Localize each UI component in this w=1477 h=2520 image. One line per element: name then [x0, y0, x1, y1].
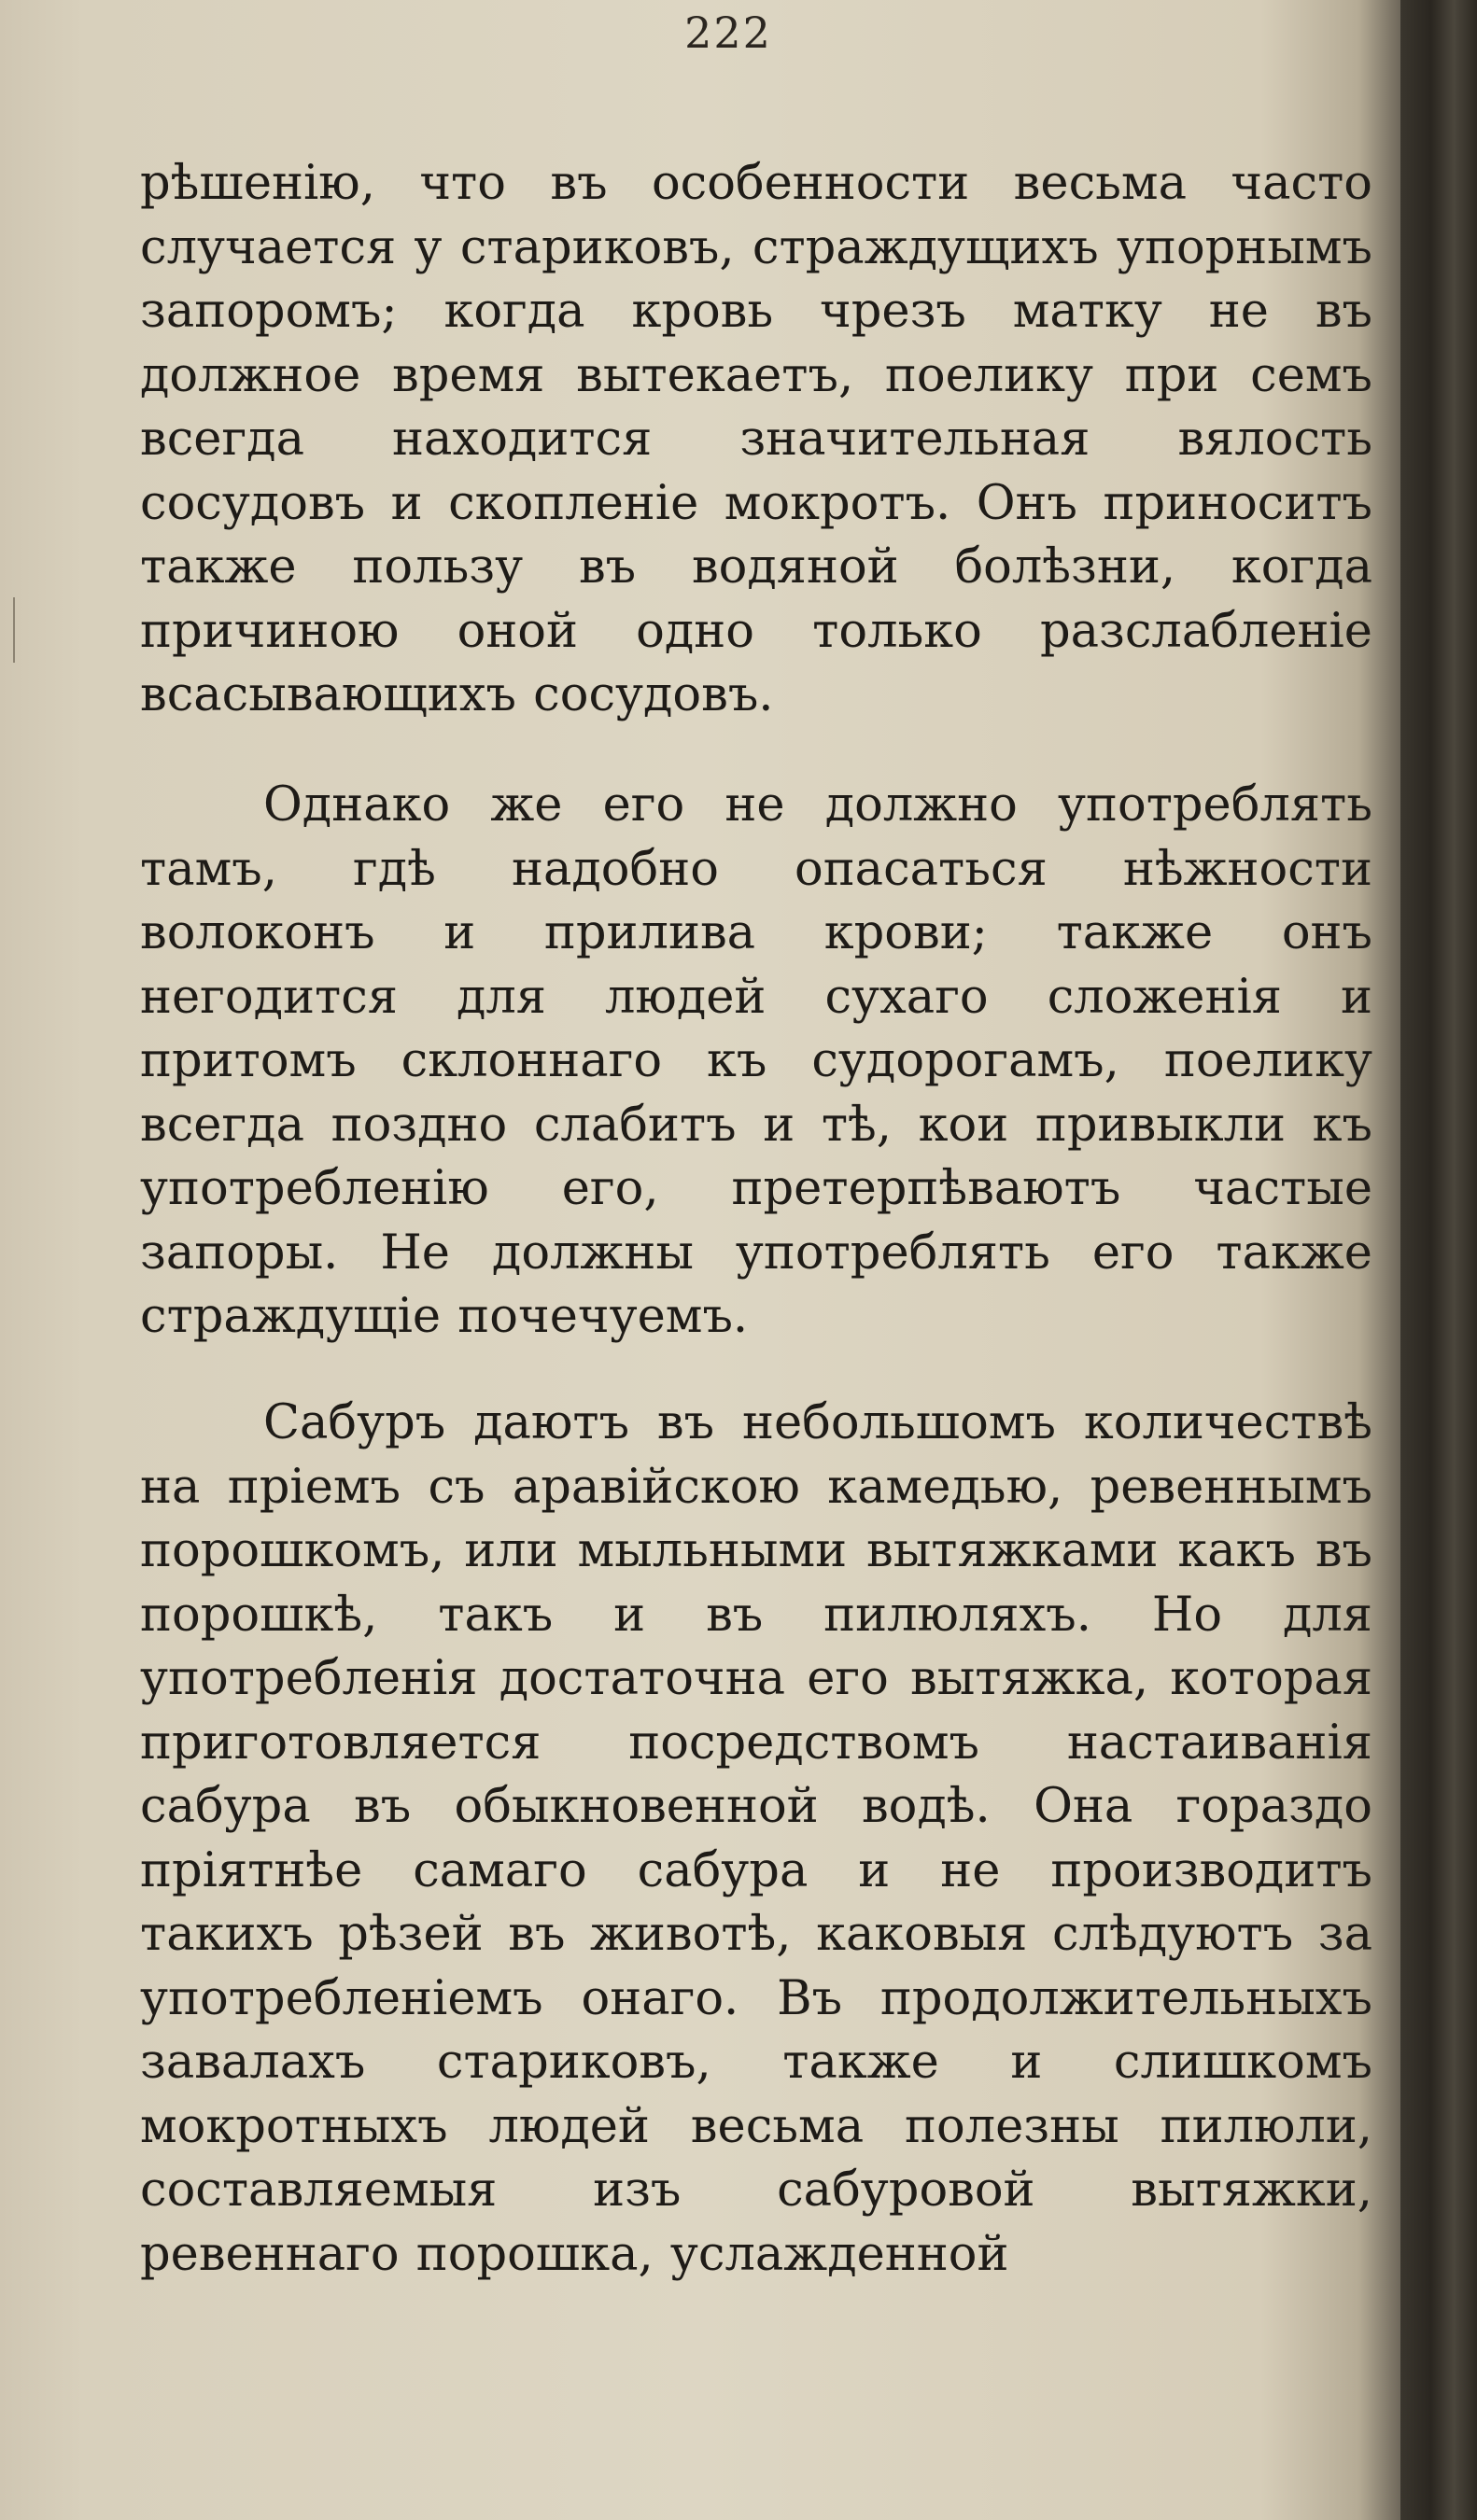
paragraph-1: рѣшенію, что въ особенности весьма часто случается у стариковъ, страждущихъ упорнымъ запоромъ; когда кровь чрезъ матку не въ должное время вытекаетъ, поелику при семъ всегда находится значительная вялость сосудовъ и скопленіе мокротъ. Онъ приноситъ также пользу въ водяной болѣзни, когда причиною оной одно только разслабленіе всасывающихъ сосудовъ.: [140, 156, 1372, 722]
book-spine-edge: [1400, 0, 1477, 2520]
page-number: 222: [684, 7, 772, 58]
page-fold-mark: [13, 597, 15, 663]
paragraph-3: Сабуръ даютъ въ небольшомъ количествѣ на пріемъ съ аравійскою камедью, ревеннымъ порошкомъ, или мыльными вытяжками какъ въ порошкѣ, такъ и въ пилюляхъ. Но для употребленія достаточна его вытяжка, которая приготовляется посредствомъ настаиванія сабура въ обыкновенной водѣ. Она гораздо пріятнѣе самаго сабура и не производитъ такихъ рѣзей въ животѣ, каковыя слѣдуютъ за употребленіемъ онаго. Въ продолжительныхъ завалахъ стариковъ, также и слишкомъ мокротныхъ людей весьма полезны пилюли, составляемыя изъ сабуровой вытяжки, ревеннаго порошка, услажденной: [140, 1395, 1372, 2282]
paragraph-2: Однако же его не должно употреблять тамъ, гдѣ надобно опасаться нѣжности волоконъ и прилива крови; также онъ негодится для людей сухаго сложенія и притомъ склоннаго къ судорогамъ, поелику всегда поздно слабитъ и тѣ, кои привыкли къ употребленію его, претерпѣваютъ частые запоры. Не должны употреблять его также страждущіе почечуемъ.: [140, 777, 1372, 1344]
